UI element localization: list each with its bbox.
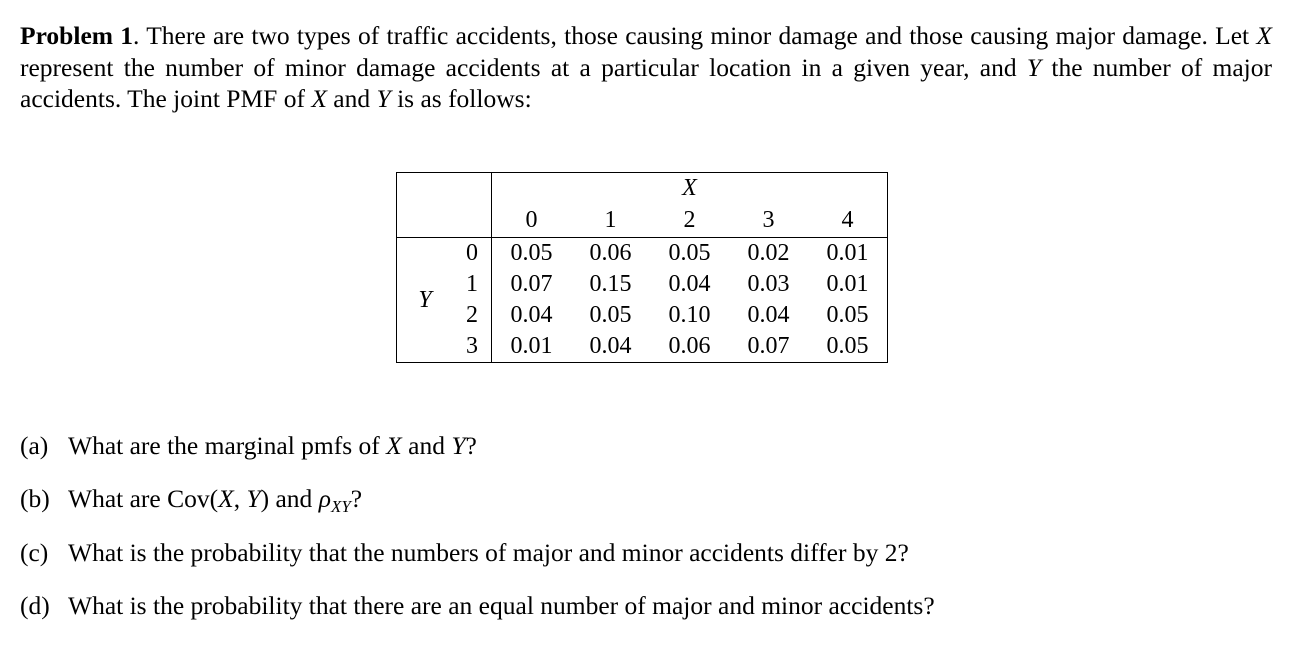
table-row — [397, 300, 888, 331]
y-value-header: 2 — [453, 300, 492, 331]
x-value-header: 4 — [808, 204, 888, 238]
question-label: (c) — [20, 538, 49, 567]
var-x: X — [218, 484, 234, 513]
var-x: X — [1256, 21, 1272, 50]
joint-pmf-table — [396, 172, 888, 363]
question-b: (b) What are Cov(X, Y) and $\rho_{XY}$? — [20, 484, 363, 516]
question-label: (b) — [20, 484, 50, 513]
pmf-cell: 0.15 — [589, 271, 632, 297]
pmf-cell: 0.07 — [729, 331, 808, 363]
pmf-cell: 0.05 — [808, 331, 888, 363]
problem-text: the number of major accidents. The joint PMF of — [20, 52, 1272, 113]
table-row — [397, 331, 888, 363]
pmf-cell: 0.04 — [668, 271, 711, 297]
rho-symbol: ρ — [318, 484, 331, 513]
y-axis-label: Y — [397, 238, 454, 363]
pmf-cell: 0.05 — [510, 240, 553, 266]
pmf-cell: 0.06 — [650, 331, 729, 363]
question-label: (d) — [20, 591, 50, 620]
problem-heading: Problem 1 — [20, 21, 134, 50]
x-value-header: 1 — [571, 204, 650, 238]
pmf-cell: 0.03 — [747, 271, 790, 297]
var-y: Y — [451, 431, 466, 460]
pmf-cell: 0.07 — [510, 271, 553, 297]
question-a: (a) What are the marginal pmfs of X and Y? — [20, 431, 477, 460]
x-value-header: 2 — [650, 204, 729, 238]
var-y: Y — [246, 484, 261, 513]
pmf-cell: 0.04 — [571, 331, 650, 363]
question-d: (d) What is the probability that there are an equal number of major and minor accidents? — [20, 591, 935, 620]
y-value-header: 1 — [453, 269, 492, 300]
table-row — [397, 269, 888, 300]
var-y: Y — [1026, 52, 1042, 82]
pmf-cell: 0.05 — [589, 302, 632, 328]
pmf-cell: 0.01 — [808, 238, 888, 270]
x-value-header: 0 — [492, 204, 572, 238]
problem-statement — [20, 20, 1272, 115]
table-row — [397, 238, 888, 270]
pmf-cell: 0.01 — [492, 331, 572, 363]
var-x: X — [311, 84, 327, 113]
pmf-cell: 0.04 — [510, 302, 553, 328]
y-value-header: 0 — [453, 238, 492, 270]
var-x: X — [386, 431, 402, 460]
x-value-header: 3 — [729, 204, 808, 238]
pmf-cell: 0.10 — [668, 302, 711, 328]
pmf-cell: 0.05 — [808, 300, 888, 331]
problem-text: is as follows: — [390, 84, 532, 113]
pmf-cell: 0.06 — [589, 240, 632, 266]
question-c: (c) What is the probability that the numbers of major and minor accidents differ by 2? — [20, 538, 909, 567]
problem-text: represent the number of minor damage accidents at a particular location in a given year, and — [20, 52, 1027, 82]
question-label: (a) — [20, 431, 49, 460]
pmf-cell: 0.02 — [747, 240, 790, 266]
pmf-cell: 0.01 — [808, 269, 888, 300]
pmf-cell: 0.04 — [747, 302, 790, 328]
problem-text: and — [326, 84, 377, 113]
rho-subscript: XY — [330, 497, 351, 516]
y-value-header: 3 — [453, 331, 492, 363]
pmf-cell: 0.05 — [668, 240, 711, 266]
x-axis-label: X — [650, 173, 729, 205]
var-y: Y — [376, 84, 391, 113]
problem-text: . There are two types of traffic accidents, those causing minor damage and those causing major damage. Let — [133, 21, 1257, 50]
